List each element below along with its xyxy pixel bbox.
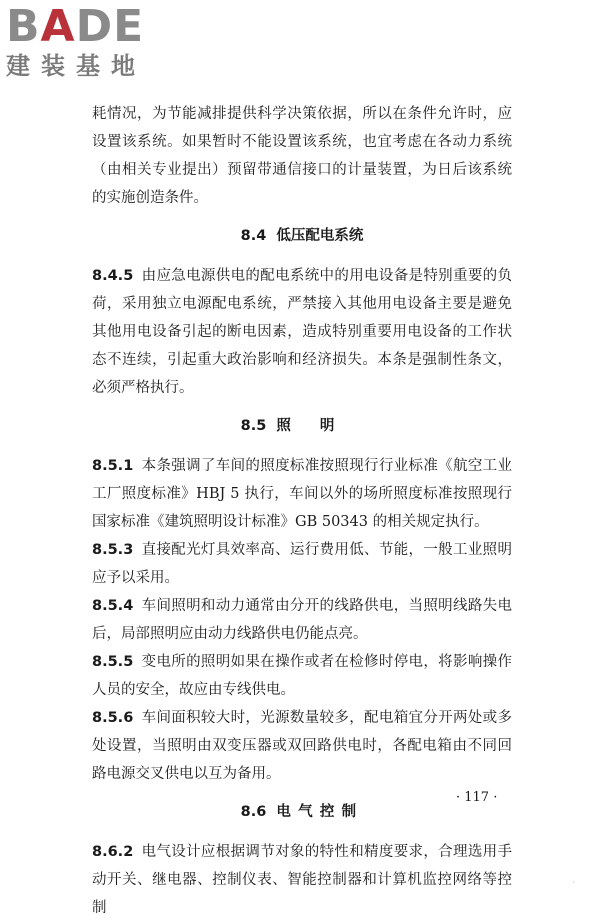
section-title: 低压配电系统 (276, 227, 364, 244)
clause-8-5-4 (92, 592, 512, 648)
logo-subtitle: 建装基地 (6, 52, 146, 80)
clause-8-6-2 (92, 838, 512, 922)
clause-number: 8.5.1 (92, 458, 134, 474)
document-body (92, 100, 512, 922)
clause-text: 电气设计应根据调节对象的特性和精度要求，合理选用手动开关、继电器、控制仪表、智能控制器和计算机监控网络等控制 (92, 844, 512, 916)
section-title: 电气控制 (276, 803, 364, 820)
clause-number: 8.5.6 (92, 710, 134, 726)
clause-8-4-5 (92, 262, 512, 402)
section-heading-8-4 (92, 212, 512, 262)
clause-text: 车间面积较大时，光源数量较多，配电箱宜分开两处或多处设置，当照明由双变压器或双回路供电时，各配电箱由不同回路电源交叉供电以互为备用。 (92, 710, 512, 782)
section-number: 8.6 (240, 804, 267, 820)
section-title: 照明 (276, 417, 364, 434)
clause-number: 8.5.4 (92, 598, 134, 614)
corner-mark: · (572, 878, 575, 888)
section-number: 8.5 (240, 418, 267, 434)
clause-number: 8.6.2 (92, 844, 134, 860)
intro-paragraph: 耗情况，为节能减排提供科学决策依据，所以在条件允许时，应设置该系统。如果暂时不能设置该系统，也宜考虑在各动力系统（由相关专业提出）预留带通信接口的计量装置，为日后该系统的实施创造条件。 (92, 106, 512, 206)
page-number: · 117 · (456, 790, 498, 805)
clause-text: 直接配光灯具效率高、运行费用低、节能，一般工业照明应予以采用。 (92, 542, 512, 586)
clause-number: 8.4.5 (92, 268, 134, 284)
clause-number: 8.5.3 (92, 542, 134, 558)
section-heading-8-5 (92, 402, 512, 452)
clause-text: 车间照明和动力通常由分开的线路供电，当照明线路失电后，局部照明应由动力线路供电仍能点亮。 (92, 598, 512, 642)
clause-number: 8.5.5 (92, 654, 134, 670)
clause-text: 由应急电源供电的配电系统中的用电设备是特别重要的负荷，采用独立电源配电系统，严禁接入其他用电设备主要是避免其他用电设备引起的断电因素，造成特别重要用电设备的工作状态不连续，引起重大政治影响和经济损失。本条是强制性条文，必须严格执行。 (92, 268, 512, 396)
logo-wordmark: BADE (6, 1, 145, 52)
clause-text: 变电所的照明如果在操作或者在检修时停电，将影响操作人员的安全，故应由专线供电。 (92, 654, 512, 698)
section-number: 8.4 (240, 228, 267, 244)
clause-8-5-5 (92, 648, 512, 704)
bade-logo (6, 1, 176, 80)
clause-text: 本条强调了车间的照度标准按照现行行业标准《航空工业工厂照度标准》HBJ 5 执行，车间以外的场所照度标准按照现行国家标准《建筑照明设计标准》GB 50343 的相关规定执行。 (92, 458, 512, 530)
clause-8-5-6 (92, 704, 512, 788)
clause-8-5-1 (92, 452, 512, 536)
section-heading-8-6 (92, 788, 512, 838)
clause-8-5-3 (92, 536, 512, 592)
